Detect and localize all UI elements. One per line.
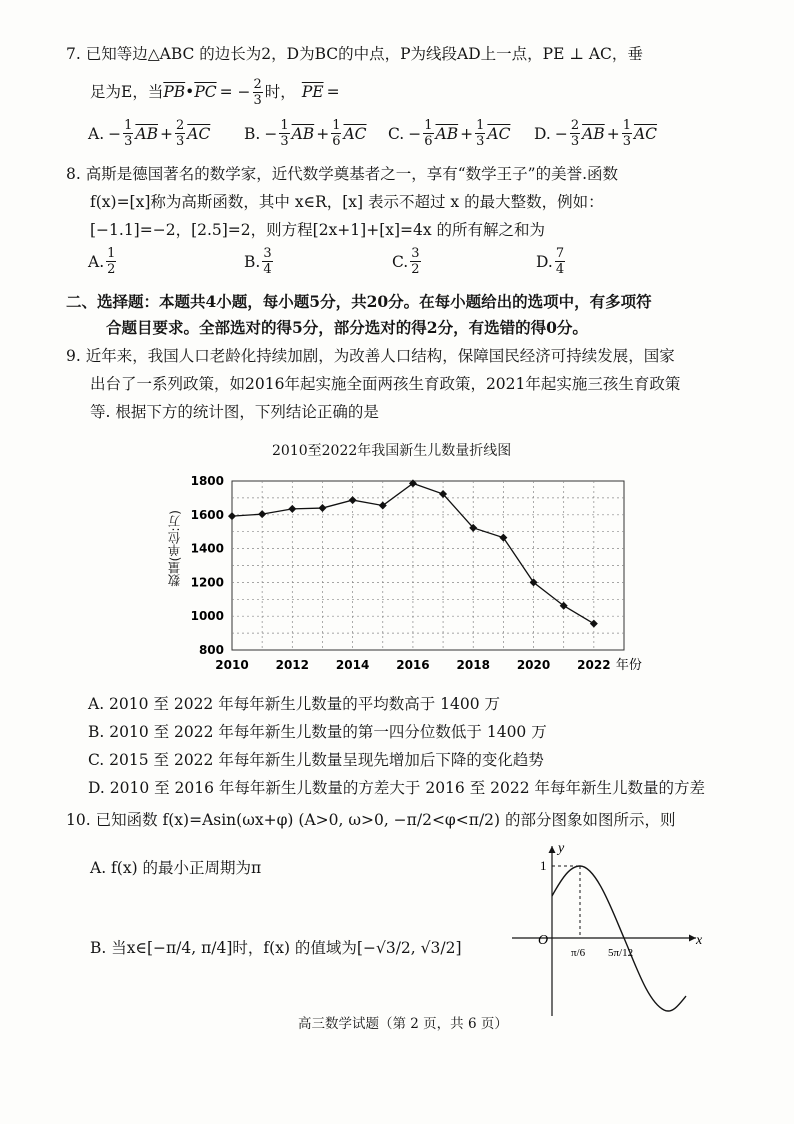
x-tick-label: 2020	[516, 658, 551, 672]
plot-frame	[232, 481, 624, 650]
x-tick-label: 2018	[456, 658, 490, 672]
x-tick-label: 2016	[396, 658, 430, 672]
vector: $\overline{AB}$	[435, 124, 459, 143]
fraction: 1 2	[107, 246, 116, 277]
q8-line1: 8. 高斯是德国著名的数学家，近代数学奠基者之一，享有“数学王子”的美誉.函数	[66, 165, 618, 183]
q10-tick-5pi12: 5π/12	[608, 947, 634, 959]
fraction: $\frac{1}{3}$	[622, 118, 631, 149]
q9-option-c: C. 2015 至 2022 年每年新生儿数量呈现先增加后下降的变化趋势	[88, 751, 544, 769]
data-point-2022	[590, 620, 598, 628]
vector: $\overline{AB}$	[291, 124, 315, 143]
section2-heading-line1: 二、选择题：本题共4小题，每小题5分，共20分。在每小题给出的选项中，有多项符	[66, 292, 652, 311]
q8-option-a	[88, 246, 118, 277]
q10-tick-pi6: π/6	[571, 947, 586, 959]
q7-dot: •	[185, 83, 195, 101]
q9-option-b: B. 2010 至 2022 年每年新生儿数量的第一四分位数低于 1400 万	[88, 723, 547, 741]
data-point-2013	[318, 504, 326, 512]
q9-line3: 等. 根据下方的统计图，下列结论正确的是	[90, 403, 379, 421]
y-tick-label: 800	[198, 643, 224, 657]
section2-heading-line2: 合题目要求。全部选对的得5分，部分选对的得2分，有选错的得0分。	[106, 318, 588, 337]
data-point-2011	[258, 510, 266, 518]
sign: −	[108, 124, 122, 143]
data-point-2017	[439, 490, 447, 498]
page-footer: 高三数学试题（第 2 页，共 6 页）	[298, 1016, 508, 1032]
q8-option-b	[244, 246, 275, 277]
option-letter: B.	[244, 252, 261, 271]
q10-line1-text: 10. 已知函数 f(x)=Asin(ωx+φ) (A>0, ω>0, −π/2<φ<π/2) 的部分图象如图所示，则	[66, 811, 676, 829]
fraction: $\frac{1}{6}$	[332, 118, 341, 149]
q7-fraction-den: 3	[253, 92, 262, 108]
q7-line1: 7. 已知等边△ABC 的边长为2，D为BC的中点，P为线段AD上一点，PE ⊥ AC，垂	[66, 45, 643, 63]
x-tick-label: 2022	[577, 658, 611, 672]
sign: −	[408, 124, 422, 143]
q8-option-d	[536, 246, 567, 277]
x-tick-label: 2010	[215, 658, 249, 672]
q10-sine-curve	[552, 866, 686, 1011]
q7-line2	[90, 72, 340, 112]
chart-title: 2010至2022年我国新生儿数量折线图	[272, 443, 512, 459]
y-tick-label: 1400	[190, 541, 224, 556]
data-point-2015	[379, 502, 387, 510]
q7-eq: = −	[219, 83, 251, 101]
chart-ylabel: 数量(单位:万)	[167, 510, 182, 587]
fraction: $\frac{1}{6}$	[424, 118, 433, 149]
fraction: 3 2	[411, 246, 420, 277]
option-letter: C.	[392, 252, 409, 271]
data-point-2020	[530, 578, 538, 586]
fraction: 3 4	[263, 246, 272, 277]
sign: +	[606, 124, 620, 143]
vector: $\overline{AB}$	[135, 124, 158, 143]
q7-line2-post: 时，	[264, 83, 296, 101]
vector: $\overline{AC}$	[487, 124, 511, 143]
option-letter: C.	[388, 124, 405, 143]
q7-option-c	[388, 118, 510, 149]
sign: +	[316, 124, 330, 143]
data-point-2021	[560, 602, 568, 610]
vector: $\overline{AB}$	[582, 124, 605, 143]
q7-option-a	[88, 118, 210, 149]
option-letter: D.	[534, 124, 551, 143]
fraction: $\frac{1}{3}$	[476, 118, 485, 149]
sign: +	[160, 124, 173, 143]
series-line	[232, 483, 594, 623]
fraction: $\frac{2}{3}$	[570, 118, 580, 149]
y-tick-label: 1800	[190, 474, 224, 488]
q7-line2-pre: 足为E，当	[90, 83, 164, 101]
q10-label-origin: O	[538, 933, 549, 948]
q9-line1: 9. 近年来，我国人口老龄化持续加剧，为改善人口结构，保障国民经济可持续发展，国家	[66, 347, 675, 365]
sign: −	[554, 124, 568, 143]
q7-option-d	[534, 118, 657, 149]
fraction: $\frac{1}{3}$	[124, 118, 133, 149]
q10-label-y: y	[558, 841, 565, 856]
q8-line3: [−1.1]=−2，[2.5]=2，则方程[2x+1]+[x]=4x 的所有解之和为	[90, 221, 546, 239]
q7-fraction-num: 2	[253, 76, 262, 92]
q10-line1	[66, 800, 676, 840]
q10-option-b: B. 当x∈[−π/4, π/4]时，f(x) 的值域为[−√3/2, √3/2]	[90, 939, 462, 957]
q10-label-x: x	[696, 933, 703, 948]
q7-vec-pc: $\overline{PC}$	[194, 83, 217, 101]
vector: $\overline{AC}$	[633, 124, 658, 143]
data-point-2010	[228, 512, 236, 520]
x-tick-label: 2012	[275, 658, 310, 672]
q10-label-peak: 1	[540, 858, 547, 873]
q8-line2: f(x)=[x]称为高斯函数，其中 x∈R，[x] 表示不超过 x 的最大整数，例如：	[90, 193, 604, 211]
q9-option-a: A. 2010 至 2022 年每年新生儿数量的平均数高于 1400 万	[88, 695, 501, 713]
q9-line2: 出台了一系列政策，如2016年起实施全面两孩生育政策，2021年起实施三孩生育政策	[90, 375, 681, 393]
q7-fraction	[253, 77, 263, 108]
q7-vec-pe: $\overline{PE}$	[301, 83, 324, 101]
q7-option-b	[244, 118, 367, 149]
y-tick-label: 1200	[190, 575, 224, 590]
data-point-2014	[349, 496, 357, 504]
sign: +	[460, 124, 474, 143]
q8-option-c	[392, 246, 423, 277]
sign: −	[264, 124, 278, 143]
data-point-2019	[499, 534, 507, 542]
q7-line2-end: =	[326, 83, 340, 101]
data-point-2012	[288, 505, 296, 513]
x-axis-unit: 年份	[615, 658, 642, 673]
fraction: 7 4	[555, 246, 565, 277]
q10-option-a: A. f(x) 的最小正周期为π	[90, 859, 262, 877]
y-tick-label: 1000	[190, 609, 224, 624]
option-letter: D.	[536, 252, 553, 271]
fraction: $\frac{2}{3}$	[176, 118, 185, 149]
data-point-2018	[469, 524, 477, 532]
fraction: $\frac{1}{3}$	[280, 118, 289, 149]
option-letter: A.	[88, 124, 105, 143]
q7-vec-pb: $\overline{PB}$	[163, 83, 186, 101]
q9-option-d: D. 2010 至 2016 年每年新生儿数量的方差大于 2016 至 2022 年每年新生儿数量的方差	[88, 779, 706, 797]
x-tick-label: 2014	[335, 658, 370, 672]
option-letter: B.	[244, 124, 261, 143]
vector: $\overline{AC}$	[187, 124, 211, 143]
option-letter: A.	[88, 252, 105, 271]
vector: $\overline{AC}$	[343, 124, 367, 143]
y-tick-label: 1600	[190, 507, 224, 522]
data-point-2016	[409, 479, 417, 487]
